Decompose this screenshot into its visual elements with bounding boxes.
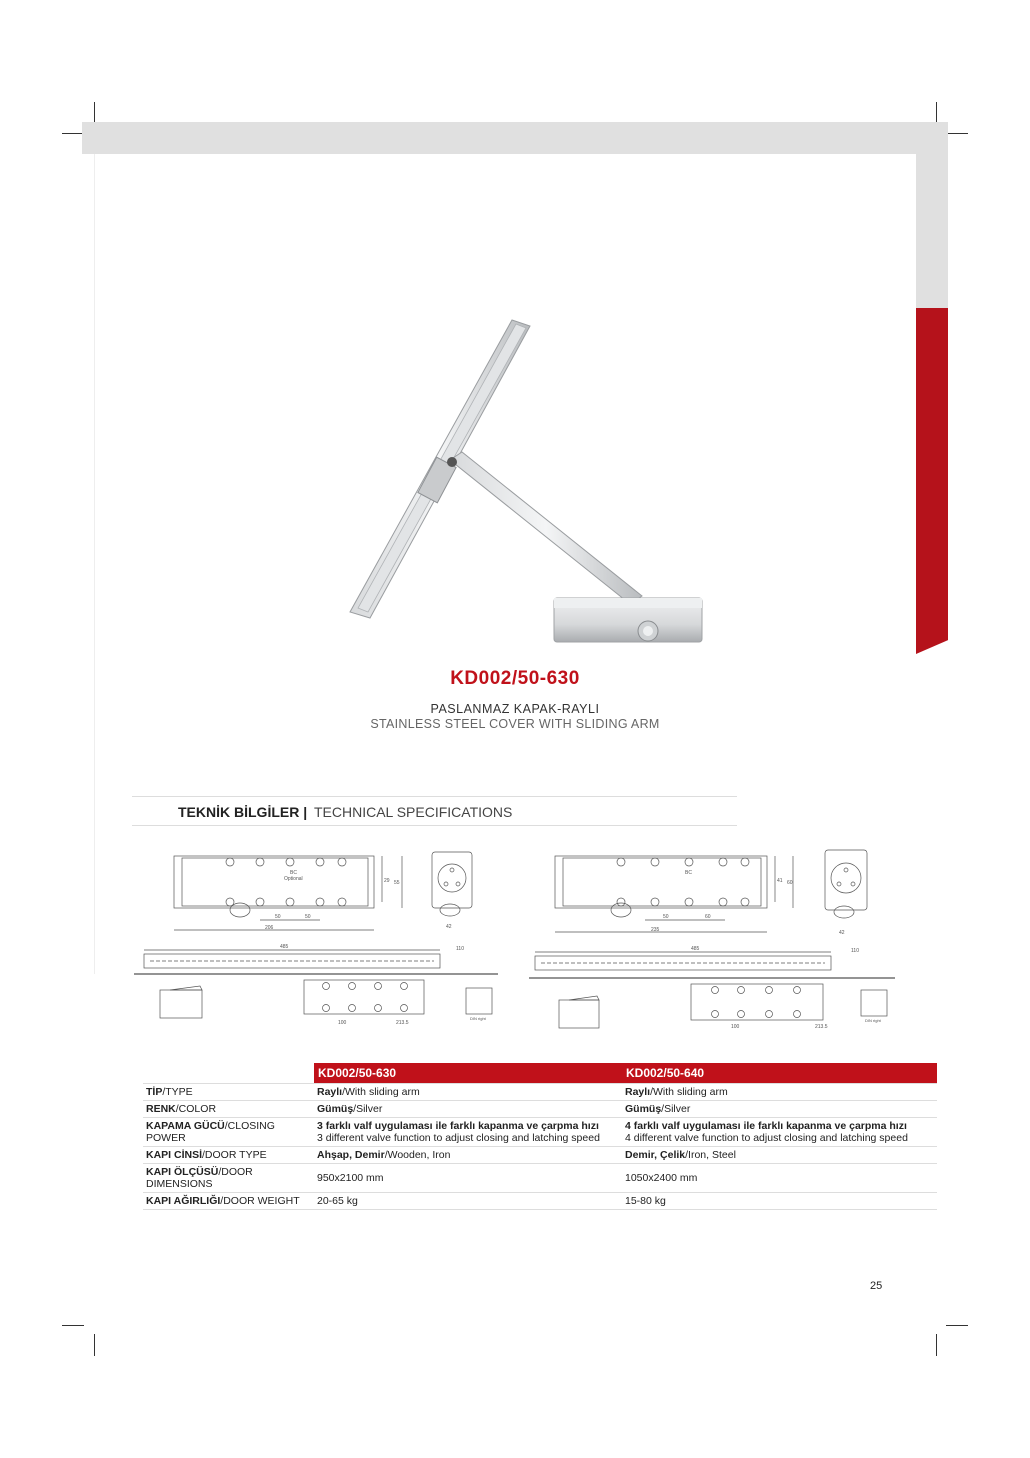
table-row: RENK/COLOR Gümüş/Silver Gümüş/Silver [143,1101,937,1118]
crop-mark [946,133,968,134]
crop-mark [94,1334,95,1356]
din-label: DIN right [865,1018,881,1023]
dim-bc: BC [685,870,692,876]
dim-d2: 60 [705,914,711,920]
dim-r: 110 [456,946,464,952]
dim-bottom2: 213.5 [396,1020,409,1026]
dim-d3: 206 [265,925,274,931]
page-number: 25 [870,1280,883,1292]
dim-h1: 41 [777,878,783,884]
table-row: KAPAMA GÜCÜ/CLOSING POWER 3 farklı valf uygulaması ile farklı kapanma ve çarpma hızı 3 different valve function to adjust closing and latching speed 4 farklı valf uygulaması ile farklı kapanma ve çarpma hızı 4 different valve function to adjust closing and latching speed [143,1118,937,1147]
dim-d3: 235 [651,927,660,933]
dim-h1: 29 [384,878,390,884]
technical-drawing-630 [120,838,515,1048]
spec-header [132,796,737,826]
dim-w: 42 [446,924,452,930]
crop-mark [936,1334,937,1356]
technical-drawing-640 [525,838,920,1048]
dim-bottom1: 100 [338,1020,347,1026]
crop-mark [62,1325,84,1326]
dim-bc: BC [290,870,297,876]
col-header-640: KD002/50-640 [622,1063,937,1084]
top-decor-bar [82,122,948,154]
spec-header-en: TECHNICAL SPECIFICATIONS [314,804,513,820]
dim-h2: 60 [787,880,793,886]
spec-header-tr: TEKNİK BİLGİLER | [178,804,308,820]
dim-bottom1: 100 [731,1024,740,1030]
page-edge [94,154,95,974]
table-row: KAPI ÖLÇÜSÜ/DOOR DIMENSIONS 950x2100 mm 1050x2400 mm [143,1164,937,1193]
crop-mark [946,1325,968,1326]
crop-mark [94,102,95,124]
col-header-630: KD002/50-630 [314,1063,622,1084]
dim-r: 110 [851,948,859,954]
dim-long: 485 [280,944,289,950]
spec-table [143,1063,937,1210]
table-header-row [143,1063,937,1084]
table-row: KAPI AĞIRLIĞI/DOOR WEIGHT 20-65 kg 15-80 kg [143,1193,937,1210]
side-accent-bar [916,308,948,654]
dim-d2: 50 [305,914,311,920]
dim-long: 485 [691,946,700,952]
dim-bottom2: 213.5 [815,1024,828,1030]
side-decor-bar [916,154,948,308]
dim-w: 42 [839,930,845,936]
dim-d1: 50 [663,914,669,920]
product-code: KD002/50-630 [450,668,580,689]
table-row: TİP/TYPE Raylı/With sliding arm Raylı/With sliding arm [143,1084,937,1101]
din-label: DIN right [470,1016,486,1021]
crop-mark [62,133,84,134]
product-image [330,310,710,650]
product-subtitle-tr: PASLANMAZ KAPAK-RAYLI [430,702,600,716]
table-row: KAPI CİNSİ/DOOR TYPE Ahşap, Demir/Wooden, Iron Demir, Çelik/Iron, Steel [143,1147,937,1164]
dim-h2: 55 [394,880,400,886]
dim-d1: 50 [275,914,281,920]
dim-optional: Optional [284,876,303,882]
crop-mark [936,102,937,124]
product-subtitle-en: STAINLESS STEEL COVER WITH SLIDING ARM [370,717,660,731]
